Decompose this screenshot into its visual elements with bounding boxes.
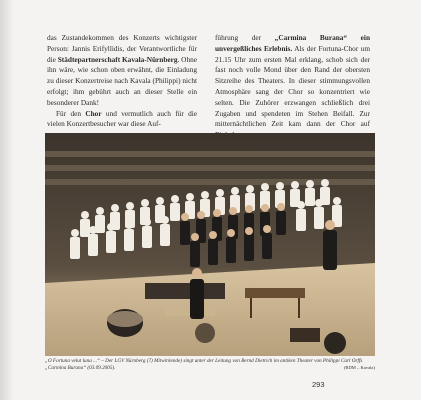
page-gutter-shadow [0, 0, 14, 400]
paragraph: führung der „Carmina Burana“ ein unvergeßliches Erlebnis. Als der Fortuna-Chor um 21.15 Uhr zum ersten Mal erklang, schob sich der fast noch volle Mond über den Rand der obersten Sitzreihe des Theaters. In dieser stimmungsvollen Atmosphäre sang der Chor so konzentriert wie selten. Die Zuhörer erzwangen schließlich drei Zugaben und spendeten im Stehen Beifall. Zur mitternächtlichen Zeit kam dann der Chor auf [215, 33, 371, 129]
paragraph: Für den Chor und vermutlich auch für die vielen Konzertbesucher war diese Auf- [47, 108, 198, 129]
text-column-right [215, 33, 370, 141]
text-column-left [47, 33, 197, 130]
photo-caption: „O Fortuna velut luna ...“ – Der LGV Nürnberg (7) Mitwirkende) singt unter der Leitung von Bernd Dietrich im antiken Theater von Philippi Carl Orffs „Carmina Burana“ (03.09.2005). (BDM – Kavala) [45, 358, 375, 371]
choir-illustration [45, 133, 375, 356]
photo-credit: (BDM – Kavala) [343, 364, 375, 370]
paragraph: das Zustandekommen des Konzerts wichtigster Person: Jannis Erifyllidis, der Verantwortliche für die Städtepartnerschaft Kavala-Nürnberg. Ohne ihn wäre, wie schon oben erwähnt, die Einladung zu dieser Konzertreise nach Kavala (Philippi) nicht erfolgt; ihm gebührt auch an dieser Stelle ein besonderer Dank! [47, 33, 197, 107]
page-number: 293 [312, 380, 325, 389]
concert-photo [45, 133, 375, 356]
